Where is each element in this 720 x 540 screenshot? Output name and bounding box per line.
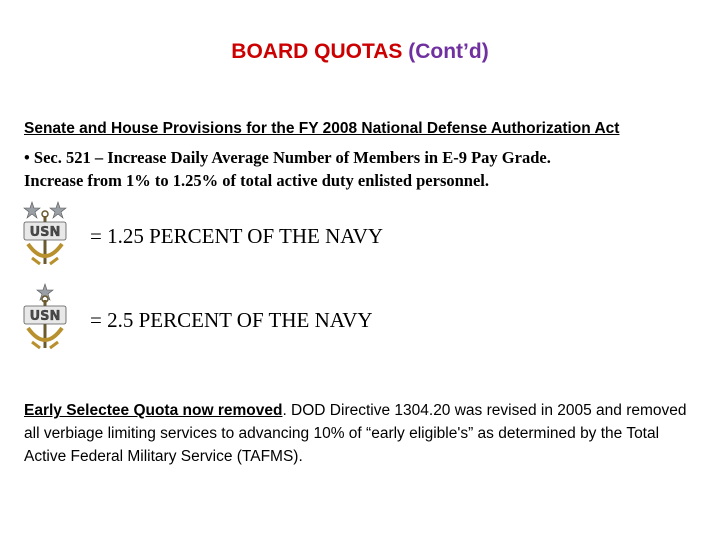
note-period: . (282, 402, 287, 419)
sec-521-bullet (24, 146, 704, 192)
statement-senior-chief: = 2.5 PERCENT OF THE NAVY (90, 308, 373, 332)
early-selectee-note (24, 399, 704, 468)
title-sub: (Cont’d) (408, 40, 489, 63)
note-lead: Early Selectee Quota now removed (24, 402, 283, 419)
page-title (0, 40, 720, 64)
bullet-line-1: • Sec. 521 – Increase Daily Average Number of Members in E-9 Pay Grade. (24, 148, 551, 167)
bullet-line-2: Increase from 1% to 1.25% of total active duty enlisted personnel. (24, 171, 490, 190)
master-chief-insignia-icon (18, 198, 78, 270)
insignia-2-text: USN (29, 309, 61, 324)
title-main: BOARD QUOTAS (231, 40, 403, 63)
senior-chief-insignia-icon (18, 282, 78, 354)
statement-master-chief: = 1.25 PERCENT OF THE NAVY (90, 224, 384, 248)
insignia-1-text: USN (29, 225, 61, 240)
provisions-heading: Senate and House Provisions for the FY 2008 National Defense Authorization Act (24, 120, 620, 137)
note-body: DOD Directive 1304.20 was revised in 2005 and removed all verbiage limiting services to advancing 10% of “early eligible's” as determined by the Total Active Federal Military Service (TAFMS). (24, 402, 687, 465)
